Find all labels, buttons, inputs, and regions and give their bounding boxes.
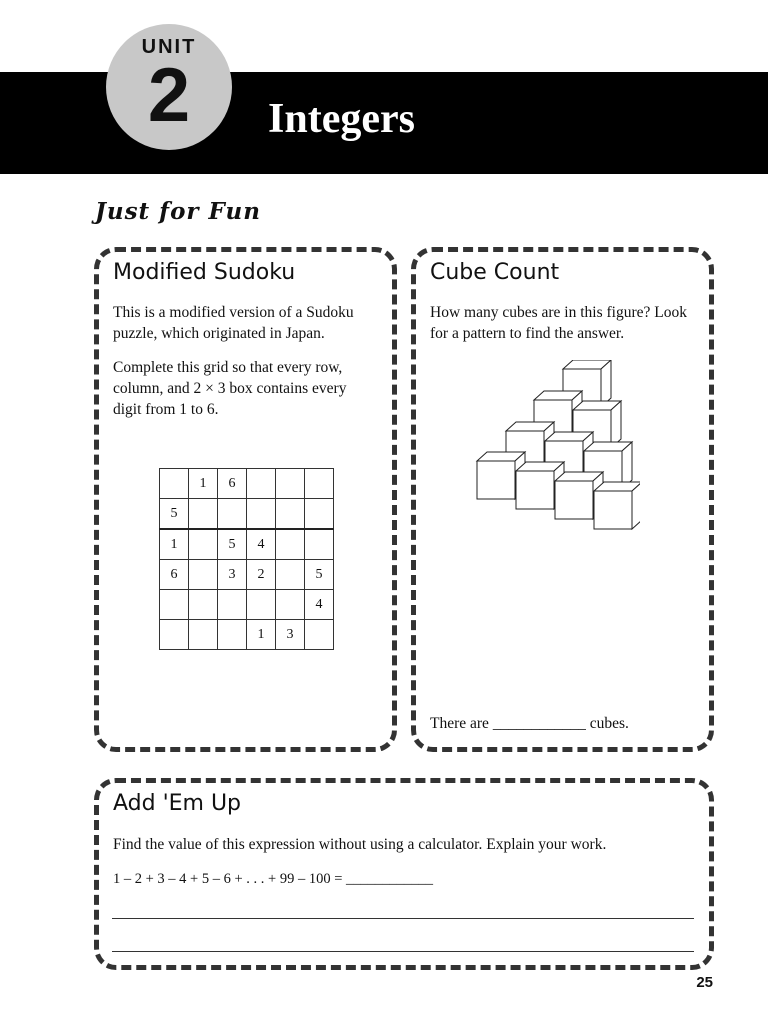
cube (594, 482, 640, 529)
sudoku-cell[interactable] (189, 560, 218, 590)
cube-group (477, 360, 640, 529)
sudoku-cell[interactable] (218, 499, 247, 530)
add-em-up-expression: 1 – 2 + 3 – 4 + 5 – 6 + . . . + 99 – 100 = (113, 871, 343, 887)
sudoku-row (160, 499, 334, 530)
unit-title: Integers (268, 96, 415, 142)
cube-stack-figure (470, 360, 640, 530)
sudoku-cell[interactable] (276, 469, 305, 499)
sudoku-cell: 4 (305, 590, 334, 620)
sudoku-cell[interactable] (189, 590, 218, 620)
sudoku-cell: 6 (218, 469, 247, 499)
sudoku-cell: 1 (160, 529, 189, 560)
unit-number: 2 (147, 53, 191, 138)
sudoku-cell: 2 (247, 560, 276, 590)
sudoku-cell: 3 (218, 560, 247, 590)
sudoku-row (160, 529, 334, 560)
sudoku-cell[interactable] (218, 620, 247, 650)
sudoku-cell: 5 (305, 560, 334, 590)
sudoku-cell[interactable] (276, 590, 305, 620)
sudoku-cell: 6 (160, 560, 189, 590)
sudoku-cell: 5 (160, 499, 189, 530)
cube-count-answer (430, 713, 700, 734)
sudoku-cell: 4 (247, 529, 276, 560)
sudoku-cell[interactable] (160, 620, 189, 650)
sudoku-cell[interactable] (218, 590, 247, 620)
cube-count-question: How many cubes are in this figure? Look for a pattern to find the answer. (430, 304, 687, 342)
sudoku-cell: 5 (218, 529, 247, 560)
sudoku-cell[interactable] (247, 469, 276, 499)
sudoku-instructions: Complete this grid so that every row, column, and 2 × 3 box contains every digit from 1 to 6. (113, 359, 347, 418)
sudoku-cell[interactable] (189, 499, 218, 530)
sudoku-cell: 1 (189, 469, 218, 499)
sudoku-cell[interactable] (189, 529, 218, 560)
answer-suffix: cubes. (589, 715, 629, 732)
add-em-up-expression-line (113, 869, 703, 890)
sudoku-cell[interactable] (305, 620, 334, 650)
sudoku-cell[interactable] (276, 499, 305, 530)
sudoku-title: Modified Sudoku (113, 260, 296, 285)
sudoku-row (160, 560, 334, 590)
add-em-up-title: Add 'Em Up (113, 791, 242, 816)
add-em-up-instructions: Find the value of this expression without using a calculator. Explain your work. (113, 836, 607, 853)
sudoku-cell[interactable] (305, 529, 334, 560)
unit-label: UNIT (141, 36, 197, 58)
expression-answer-blank[interactable]: ____________ (346, 871, 434, 887)
sudoku-cell: 1 (247, 620, 276, 650)
page-number: 25 (696, 974, 713, 991)
unit-badge (106, 24, 232, 150)
answer-blank[interactable]: ____________ (492, 715, 586, 732)
sudoku-intro: This is a modified version of a Sudoku puzzle, which originated in Japan. (113, 304, 354, 342)
sudoku-cell[interactable] (247, 499, 276, 530)
cube-count-title: Cube Count (430, 260, 560, 285)
sudoku-grid[interactable] (159, 468, 334, 650)
sudoku-cell[interactable] (160, 469, 189, 499)
sudoku-row (160, 620, 334, 650)
sudoku-cell: 3 (276, 620, 305, 650)
work-line-1[interactable] (112, 918, 694, 919)
sudoku-cell[interactable] (276, 529, 305, 560)
sudoku-row (160, 590, 334, 620)
sudoku-cell[interactable] (247, 590, 276, 620)
sudoku-row (160, 469, 334, 499)
answer-prefix: There are (430, 715, 489, 732)
sudoku-cell[interactable] (305, 469, 334, 499)
work-line-2[interactable] (112, 951, 694, 952)
section-heading: Just for Fun (95, 198, 261, 225)
sudoku-cell[interactable] (276, 560, 305, 590)
sudoku-cell[interactable] (189, 620, 218, 650)
sudoku-cell[interactable] (160, 590, 189, 620)
add-em-up-content (99, 783, 709, 965)
sudoku-cell[interactable] (305, 499, 334, 530)
